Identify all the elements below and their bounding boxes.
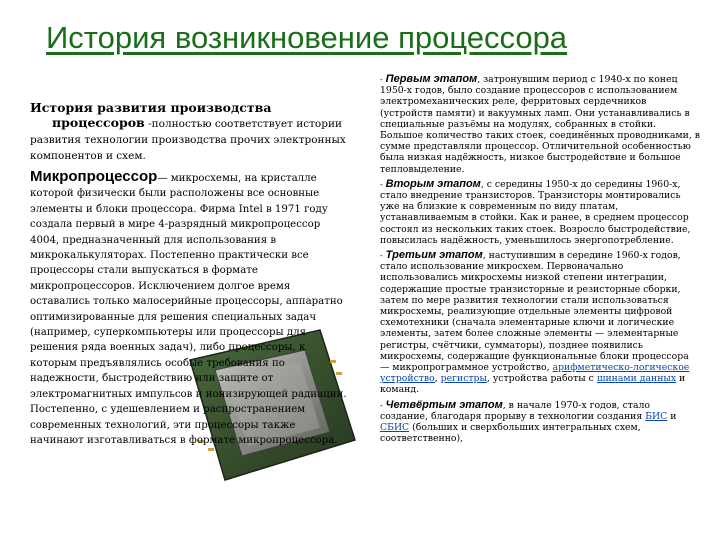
stage-1-marker: - xyxy=(380,75,383,84)
microprocessor-term: Микропроцессор xyxy=(30,168,158,185)
stage-1-text: , затронувшим период с 1940-х по конец 1950-х годов, было создание процессоров с использованием электромеханических реле, ферритовых сердечников (устройств памяти) и вакуумных ламп. Они устанавливались в специальные разъёмы на модулях, собранных в стойки. Большое количество таких стоек, соединённых проводниками, в сумме представляли процессор. Отличительной особенностью была низкая надёжность, низкое быстродействие и большое тепловыделение. xyxy=(380,74,700,175)
stage-4-text-a: , в начале 1970-х годов, стало создание, благодаря прорыву в технологии создания xyxy=(380,399,650,422)
registers-link[interactable]: регистры xyxy=(440,373,487,385)
left-column xyxy=(30,100,352,448)
microprocessor-paragraph xyxy=(30,169,352,448)
microprocessor-text: — микросхемы, на кристалле которой физически были расположены все основные элементы и блоки процессора. Фирма Intel в 1971 году создала первый в мире 4-разрядный микропроцессор 4004, предназначенный для использования в микрокалькуляторах. Постепенно практически все процессоры стали выпускаться в формате микропроцессоров. Исключением долгое время оставались только малосерийные процессоры, аппаратно оптимизированные для решения специальных задач (например, суперкомпьютеры или процессоры для решения ряда военных задач), либо процессоры, к которым предъявлялись особые требования по надежности, быстродействию или защите от электромагнитных импульсов и ионизирующей радиации. Постепенно, с удешевлением и распространением современных технологий, эти процессоры также начинают изготавливаться в формате микропроцессора. xyxy=(30,173,347,446)
stage-2-marker: - xyxy=(380,179,383,189)
stage-2-name: Вторым этапом xyxy=(385,177,481,190)
stage-3-text-b: , устройства работы с xyxy=(486,373,597,385)
stage-4-text-b: и xyxy=(667,410,677,422)
right-column xyxy=(380,74,700,449)
stage-2 xyxy=(380,179,700,246)
stage-1-name: Первым этапом xyxy=(385,73,478,85)
stage-3-text-a: , наступившим в середине 1960-х годов, стало использование микросхем. Первоначально использовались микросхемы низкой степени интеграции, содержащие простые транзисторные и резисторные сборки, затем по мере развития технологии стали использоваться микросхемы, реализующие отдельные элементы цифровой схемотехники (сначала элементарные ключи и логические элементы, затем более сложные элементы — элементарные регистры, счётчики, сумматоры), позднее появились микросхемы, содержащие функциональные блоки процессора — микропрограммное устройство, xyxy=(380,250,689,374)
vlsi-link[interactable]: СБИС xyxy=(380,422,410,434)
stage-3-sep: , xyxy=(434,373,441,385)
stage-3-marker: - xyxy=(380,251,383,261)
lsi-link[interactable]: БИС xyxy=(645,410,668,422)
stage-4 xyxy=(380,400,700,445)
stage-4-marker: - xyxy=(380,400,383,410)
stage-3-name: Третьим этапом xyxy=(385,249,483,262)
history-heading-line2: процессоров xyxy=(52,115,145,130)
history-heading-rest: -полностью соответствует истории развития технологии производства прочих электронных компонентов и схем. xyxy=(30,118,346,162)
stage-4-text-c: (больших и сверхбольших интегральных схем, соответственно), xyxy=(380,422,641,445)
history-heading xyxy=(30,100,352,163)
alu-link[interactable]: арифметическо-логическое устройство xyxy=(380,362,690,385)
stage-1 xyxy=(380,74,700,175)
stage-3-text-c: и команд. xyxy=(380,373,686,396)
data-bus-link[interactable]: шинами данных xyxy=(596,373,677,385)
stage-3 xyxy=(380,250,700,396)
history-heading-line1: История развития производства xyxy=(30,100,272,115)
page-title: История возникновение процессора xyxy=(46,20,568,55)
stage-2-text: , с середины 1950-х до середины 1960-х, стало внедрение транзисторов. Транзисторы монтировались уже на близкие к современным по виду платам, устанавливаемым в стойки. Как и ранее, в среднем процессор состоял из нескольких таких стоек. Возросло быстродействие, повысилась надёжность, уменьшилось энергопотребление. xyxy=(380,178,691,246)
stage-4-name: Четвёртым этапом xyxy=(385,398,503,411)
